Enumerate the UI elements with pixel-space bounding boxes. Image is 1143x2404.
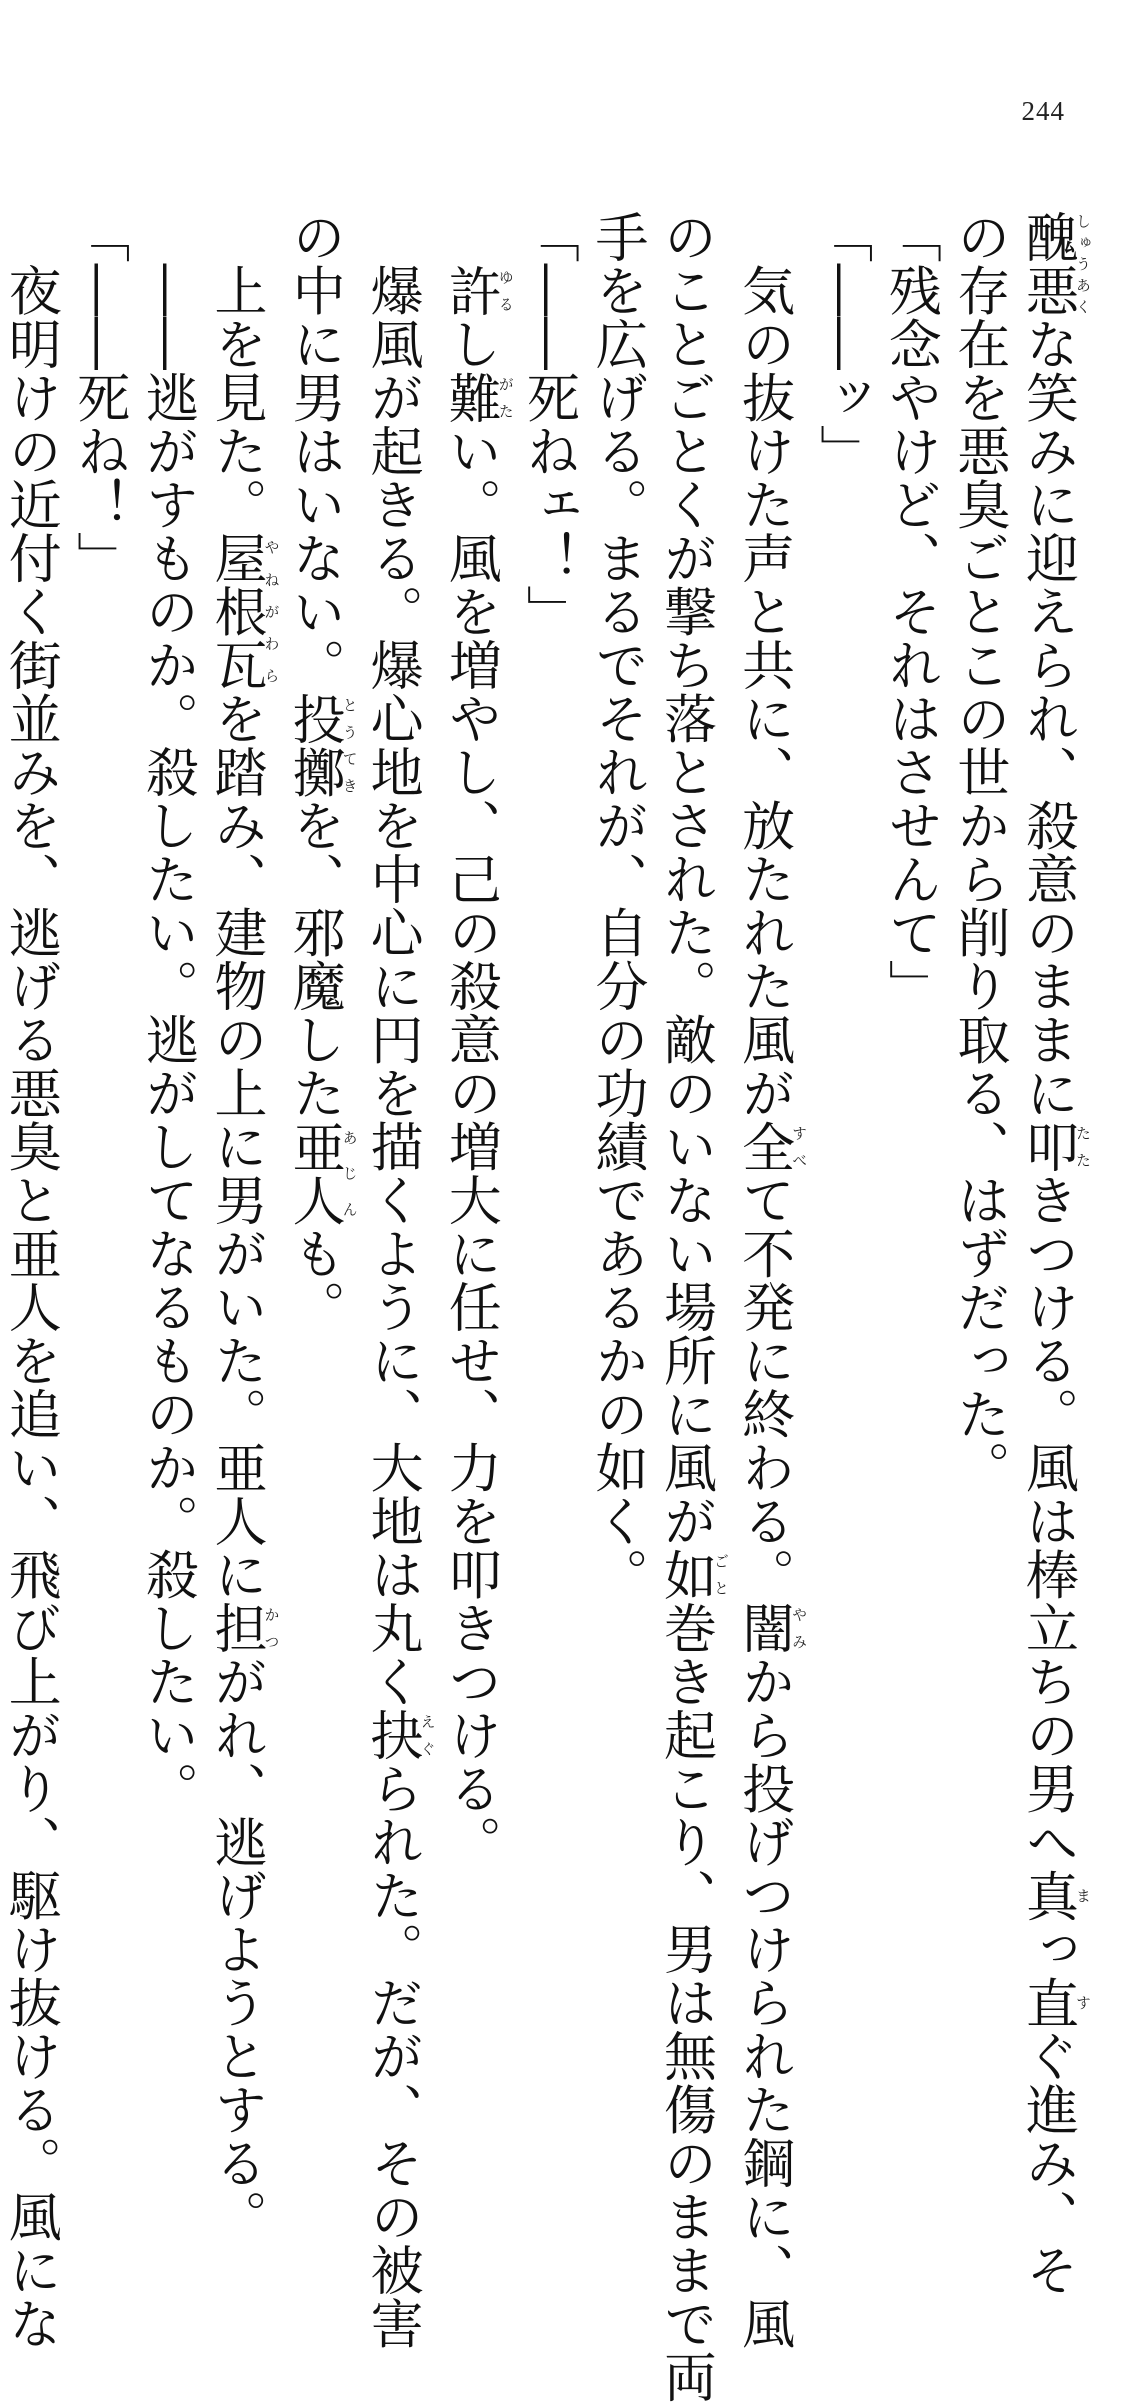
text-run: 巻き起こり、男は無傷のままで両: [655, 1601, 717, 2404]
ruby-word: [440, 370, 515, 425]
ruby-base: 許: [440, 263, 502, 317]
text-run: な笑みに迎えられ、殺意のままに: [1017, 317, 1079, 1120]
text-run: 夜明けの近付く街並みを、逃げる悪臭と亜人を追い、飛び上がり、駆け抜ける。風にな: [0, 210, 62, 2350]
ruby-word: [205, 531, 281, 692]
text-run: の中に男はいない。: [284, 210, 346, 692]
ruby-reading: あじん: [340, 1119, 359, 1227]
ruby-base: 難: [440, 370, 502, 424]
ruby-reading: がた: [496, 370, 515, 424]
ruby-base: 投擲: [284, 691, 346, 799]
text-line: [133, 210, 202, 1815]
ruby-reading: しゅうあく: [1074, 210, 1092, 317]
text-line: [876, 210, 945, 1670]
text-line: [0, 210, 64, 2350]
text-run: を踏み、建物の上に男がいた。亜人に: [205, 691, 267, 1601]
text-run: がれ、逃げようとする。: [205, 1654, 267, 2243]
ruby-word: [1017, 1119, 1092, 1174]
text-run: っ: [1017, 1922, 1079, 1976]
page-number: 244: [1021, 96, 1065, 126]
ruby-reading: とうてき: [340, 691, 359, 799]
text-line: [201, 210, 281, 2243]
text-run: られた。だが、その被害: [362, 1761, 424, 2350]
ruby-reading: かつ: [262, 1601, 281, 1655]
ruby-reading: ごと: [712, 1547, 731, 1601]
text-run: ぐ進み、そ: [1017, 2029, 1079, 2297]
ruby-base: 亜人: [284, 1119, 346, 1227]
text-run: 上を見た。: [205, 210, 267, 531]
ruby-word: [733, 1119, 809, 1174]
text-run: い。風を増やし、己の殺意の増大に任せ、力を叩きつける。: [440, 424, 502, 1869]
ruby-word: [1017, 1868, 1092, 1923]
body-text: [0, 210, 1092, 2404]
text-run: を、邪魔した: [284, 798, 346, 1120]
text-run: 「――ッ」: [811, 210, 873, 478]
ruby-base: 醜悪: [1017, 210, 1079, 317]
ruby-word: [1017, 1975, 1092, 2030]
text-run: のことごとくが撃ち落とされた。敵のいない場所に風が: [655, 210, 717, 1548]
ruby-base: 闇: [733, 1601, 795, 1655]
text-run: の存在を悪臭ごとこの世から削り取る、はずだった。: [948, 210, 1010, 1494]
text-run: 手を広げる。まるでそれが、自分の功績であるかの如く。: [586, 210, 648, 1601]
ruby-reading: やみ: [790, 1601, 809, 1655]
text-line: [944, 210, 1013, 1670]
ruby-word: [1017, 210, 1092, 317]
ruby-base: 真: [1017, 1868, 1079, 1922]
text-run: 「――死ね！」: [68, 210, 130, 585]
text-line: [436, 210, 515, 1869]
text-run: 「――死ねェ！」: [518, 210, 580, 638]
text-run: [440, 210, 501, 264]
ruby-base: 直: [1017, 1975, 1079, 2029]
ruby-word: [362, 1708, 437, 1762]
ruby-reading: やねがわら: [262, 531, 281, 692]
ruby-base: 屋根瓦: [205, 531, 267, 692]
text-run: し: [440, 317, 502, 371]
text-run: 爆風が起きる。爆心地を中心に円を描くように、大地は丸く: [362, 210, 424, 1708]
ruby-base: 全: [733, 1119, 795, 1173]
ruby-reading: す: [1074, 1975, 1092, 2029]
text-run: ――逃がすものか。殺したい。逃がしてなるものか。殺したい。: [137, 210, 199, 1815]
text-line: [1013, 210, 1092, 2297]
text-run: て不発に終わる。: [733, 1173, 795, 1601]
text-line: [807, 210, 876, 1670]
ruby-word: [284, 1119, 359, 1227]
text-run: 「残念やけど、それはさせんて」: [880, 210, 942, 1013]
ruby-reading: ま: [1074, 1868, 1092, 1922]
ruby-base: 叩: [1017, 1119, 1079, 1173]
ruby-reading: たた: [1074, 1119, 1092, 1173]
ruby-word: [205, 1601, 281, 1655]
text-line: [514, 210, 583, 1670]
text-run: も。: [284, 1226, 346, 1334]
ruby-base: 如: [655, 1547, 717, 1601]
text-run: きつける。風は棒立ちの男へ: [1017, 1173, 1079, 1869]
ruby-word: [284, 691, 359, 799]
ruby-word: [440, 263, 515, 318]
text-line: [729, 210, 809, 2350]
text-line: [582, 210, 651, 1670]
text-line: [651, 210, 731, 2404]
ruby-word: [733, 1601, 809, 1655]
ruby-reading: ゆる: [496, 263, 515, 317]
text-line: [64, 210, 133, 1670]
ruby-reading: すべ: [790, 1119, 809, 1173]
text-line: [358, 210, 437, 2350]
ruby-base: 抉: [362, 1708, 424, 1762]
ruby-word: [655, 1547, 731, 1602]
ruby-base: 担: [205, 1601, 267, 1655]
text-run: 気の抜けた声と共に、放たれた風が: [733, 210, 795, 1120]
ruby-reading: えぐ: [418, 1708, 437, 1762]
text-line: [279, 210, 357, 1670]
text-run: から投げつけられた鋼に、風: [733, 1654, 795, 2350]
